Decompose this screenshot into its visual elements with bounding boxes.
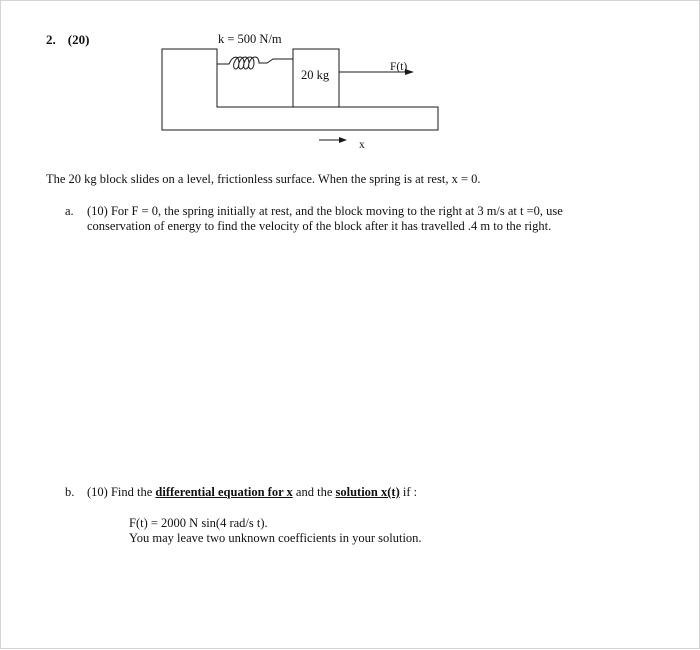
spring-constant-label: k = 500 N/m <box>218 32 282 46</box>
intro-text: The 20 kg block slides on a level, frictionless surface. When the spring is at rest, x = 0. <box>46 172 481 186</box>
part-b-suffix: if : <box>399 485 418 499</box>
part-a-line-1: (10) For F = 0, the spring initially at rest, and the block moving to the right at 3 m/s at t =0, use <box>87 204 563 218</box>
part-b-mid: and the <box>292 485 336 499</box>
forcing-equation: F(t) = 2000 N sin(4 rad/s t). <box>129 516 268 530</box>
part-b-prefix: (10) Find the <box>87 485 156 499</box>
solution-term: solution x(t) <box>335 485 400 499</box>
differential-equation-term: differential equation for x <box>155 485 293 499</box>
spring-mass-diagram <box>1 1 700 650</box>
spring-coil <box>217 57 293 69</box>
problem-number: 2. <box>46 32 56 47</box>
part-a-line-2: conservation of energy to find the velocity of the block after it has travelled .4 m to the right. <box>87 219 552 233</box>
part-b-text <box>87 485 417 500</box>
part-b-letter: b. <box>65 485 75 499</box>
x-axis-arrow-head <box>339 137 347 143</box>
mass-label: 20 kg <box>301 68 330 82</box>
problem-header <box>46 32 101 48</box>
part-a-text <box>87 204 563 234</box>
part-a-letter: a. <box>65 204 74 218</box>
part-b-note: You may leave two unknown coefficients in your solution. <box>129 531 422 545</box>
force-label: F(t) <box>390 61 408 73</box>
problem-points: (20) <box>67 32 90 47</box>
axis-label: x <box>359 139 365 151</box>
